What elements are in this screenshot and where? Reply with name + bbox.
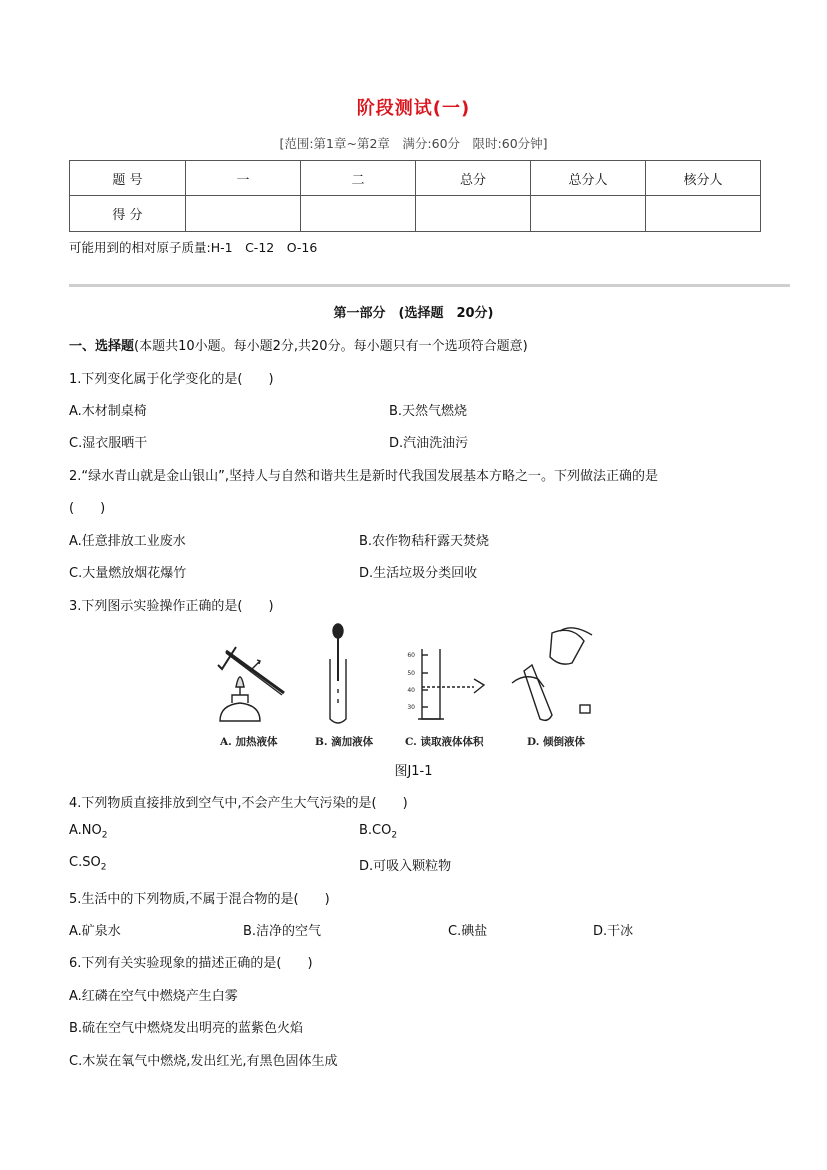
q1-option-b[interactable]: B.天然气燃烧 [389,404,468,419]
alcohol-lamp-icon [220,703,260,721]
figure-label-b: B. 滴加液体 [315,736,374,748]
header-cell-question-no: 题 号 [70,161,186,196]
dropping-liquid-illustration [330,624,346,723]
q5-stem: 5.生活中的下列物质,不属于混合物的是( ) [69,892,330,907]
q6-option-a[interactable]: A.红磷在空气中燃烧产生白雾 [69,989,238,1004]
q3-stem: 3.下列图示实验操作正确的是( ) [69,599,274,614]
figure-label-d: D. 倾倒液体 [527,736,586,748]
q5-option-a[interactable]: A.矿泉水 [69,924,121,939]
q4-option-c[interactable]: $C.SO_2$ [69,855,107,873]
q6-stem: 6.下列有关实验现象的描述正确的是( ) [69,956,313,971]
q2-option-a[interactable]: A.任意排放工业废水 [69,534,186,549]
figure-label-c: C. 读取液体体积 [405,736,484,748]
q1-stem: 1.下列变化属于化学变化的是( ) [69,372,274,387]
bottle-stopper-icon [580,705,590,713]
section-note: (本题共10小题。每小题2分,共20分。每小题只有一个选项符合题意) [134,339,528,354]
score-table-header-row [70,161,761,196]
q2-stem: 2.“绿水青山就是金山银山”,坚持人与自然和谐共生是新时代我国发展基本方略之一。下列做法正确的是 [69,469,659,484]
figure-caption: 图J1-1 [394,764,433,779]
q4-option-a[interactable]: $A.NO_2$ [69,823,108,841]
lab-operations-figure [212,623,602,755]
score-table-score-row [70,196,761,232]
heating-liquid-illustration [218,647,284,721]
header-cell-verifier: 核分人 [646,161,761,196]
score-table [69,160,761,232]
cylinder-tick-40: 40 [407,687,415,694]
graduated-cylinder-icon [422,649,440,719]
pouring-liquid-illustration [512,628,592,721]
q5-option-c[interactable]: C.碘盐 [448,924,488,939]
atomic-masses-note: 可能用到的相对原子质量:H-1 C-12 O-16 [69,240,318,255]
score-cell-total-scorer[interactable] [531,196,646,232]
eye-icon [474,679,484,693]
score-cell-verifier[interactable] [646,196,761,232]
cylinder-tick-50: 50 [407,670,415,677]
header-cell-part2: 二 [301,161,416,196]
score-cell-part2[interactable] [301,196,416,232]
page-title: 阶段测试(一) [356,98,471,119]
q1-option-a[interactable]: A.木材制桌椅 [69,404,147,419]
q2-option-c[interactable]: C.大量燃放烟花爆竹 [69,566,187,581]
section-label: 一、选择题 [69,339,135,354]
cylinder-tick-60: 60 [407,652,415,659]
figure-label-a: A. 加热液体 [220,736,278,748]
test-range-info: [范围:第1章~第2章 满分:60分 限时:60分钟] [279,136,548,151]
score-row-label: 得 分 [70,196,186,232]
q2-option-b[interactable]: B.农作物秸秆露天焚烧 [359,534,490,549]
q4-option-d[interactable]: D.可吸入颗粒物 [359,859,452,874]
q6-option-b[interactable]: B.硫在空气中燃烧发出明亮的蓝紫色火焰 [69,1021,304,1036]
dropper-bulb-icon [333,624,343,638]
header-cell-part1: 一 [186,161,301,196]
score-cell-part1[interactable] [186,196,301,232]
q4-option-b[interactable]: $B.CO_2$ [359,823,398,841]
q4-stem: 4.下列物质直接排放到空气中,不会产生大气污染的是( ) [69,796,408,811]
q1-option-c[interactable]: C.湿衣服晒干 [69,436,148,451]
q2-stem-continued: ( ) [69,501,106,516]
q6-option-c[interactable]: C.木炭在氧气中燃烧,发出红光,有黑色固体生成 [69,1054,338,1069]
score-cell-total[interactable] [416,196,531,232]
section-divider [69,284,790,287]
q1-option-d[interactable]: D.汽油洗油污 [389,436,469,451]
cylinder-tick-30: 30 [407,704,415,711]
reading-volume-illustration [418,649,484,719]
header-cell-total-scorer: 总分人 [531,161,646,196]
header-cell-total: 总分 [416,161,531,196]
part1-title: 第一部分 (选择题 20分) [333,306,494,321]
q5-option-b[interactable]: B.洁净的空气 [243,924,322,939]
q2-option-d[interactable]: D.生活垃圾分类回收 [359,566,478,581]
section-heading [69,335,528,354]
q5-option-d[interactable]: D.干冰 [593,924,634,939]
reagent-bottle-icon [550,630,584,664]
arrow-icon [250,661,260,671]
